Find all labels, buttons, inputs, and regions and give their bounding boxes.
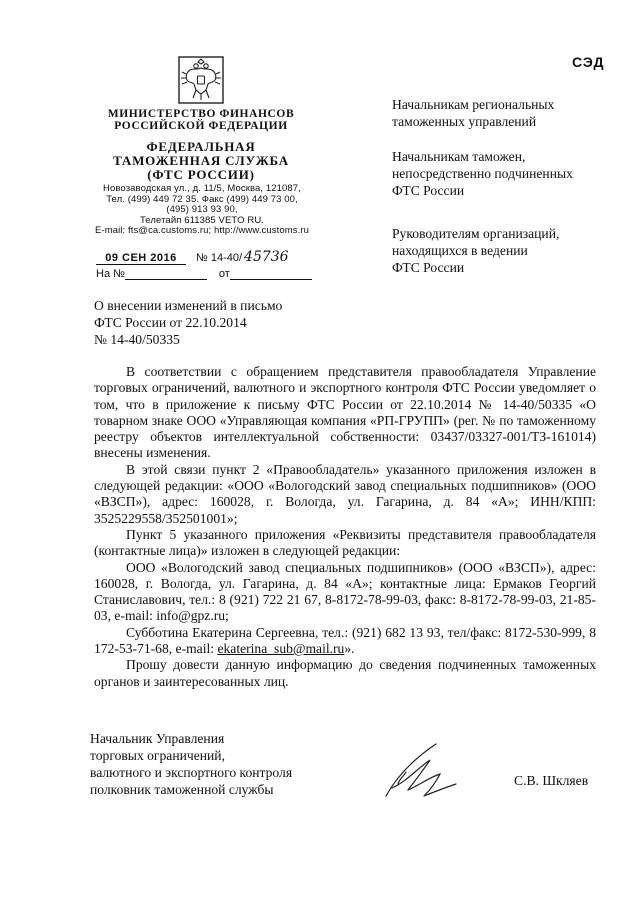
from-blank <box>230 268 312 280</box>
signer-name: С.В. Шкляев <box>514 773 589 788</box>
paragraph-text: ». <box>344 641 355 657</box>
reference-blank <box>125 268 207 280</box>
registration-date: 09 СЕН 2016 <box>96 252 186 265</box>
contact-line: Телетайп 611385 VETO RU. <box>139 214 265 226</box>
body-paragraph <box>94 625 596 658</box>
subject-line: О внесении изменений в письмо <box>94 298 283 313</box>
registration-number-prefix: № 14-40/ <box>196 252 243 264</box>
letter-body <box>94 364 596 690</box>
addressee-line: ФТС России <box>392 183 465 198</box>
signer-title-line: Начальник Управления <box>90 731 225 746</box>
ministry-name <box>96 108 306 132</box>
service-line: (ФТС РОССИИ) <box>147 167 255 182</box>
contact-line: E-mail: fts@ca.customs.ru; http://www.customs.ru <box>95 225 309 237</box>
contact-line: Новозаводская ул., д. 11/5, Москва, 121087, <box>103 183 301 194</box>
email-link[interactable]: ekaterina_sub@mail.ru <box>217 641 345 657</box>
addressee-line: таможенных управлений <box>392 114 537 129</box>
signer-title-line: торговых ограничений, <box>90 748 225 763</box>
from-label: от <box>218 268 230 280</box>
contact-block <box>86 184 318 237</box>
service-name <box>96 140 306 182</box>
addressee-line: ФТС России <box>392 260 465 275</box>
registration-line <box>96 249 289 265</box>
addressee-group <box>392 225 622 276</box>
addressee-line: Начальникам региональных <box>392 97 555 112</box>
body-paragraph: В соответствии с обращением представителя правообладателя Управление торговых ограничений, валютного и экспортного контроля ФТС России уведомляет о том, что в приложение к письму ФТС России от 22.10.2014 № 14-40/50335 «О товарном знаке ООО «Управляющая компания «РП-ГРУПП» (рег. № по таможенному реестру объектов интеллектуальной собственности: 03437/03327-001/ТЗ-161014) внесены изменения. <box>94 364 596 461</box>
addressee-group <box>392 96 622 130</box>
addressee-line: находящихся в ведении <box>392 243 528 258</box>
ministry-line: МИНИСТЕРСТВО ФИНАНСОВ <box>107 108 295 120</box>
signer-title <box>90 730 330 798</box>
service-line: ТАМОЖЕННАЯ СЛУЖБА <box>113 153 289 168</box>
registration-number-handwritten: 45736 <box>244 249 289 265</box>
handwritten-signature <box>378 738 488 802</box>
reference-line <box>96 268 312 280</box>
paragraph-text: Субботина Екатерина Сергеевна, тел.: (921) 682 13 93, тел/факс: 8172-530-999, 8 172-53-71-68, e-mail: <box>94 624 596 657</box>
body-paragraph: Прошу довести данную информацию до сведения подчиненных таможенных органов и заинтересованных лиц. <box>94 657 596 689</box>
addressee-line: Начальникам таможен, <box>392 149 526 164</box>
body-paragraph: В этой связи пункт 2 «Правообладатель» указанного приложения изложен в следующей редакции: «ООО «Вологодский завод специальных подшипников» (ООО «ВЗСП»), адрес: 160028, г. Вологда, ул. Гагарина, д. 84 «А»; ИНН/КПП: 3525229558/352501001»; <box>94 461 596 526</box>
sed-mark: СЭД <box>572 54 605 70</box>
contact-line: (495) 913 93 90, <box>166 204 238 216</box>
coat-of-arms-emblem <box>178 56 224 104</box>
body-paragraph: ООО «Вологодский завод специальных подшипников» (ООО «ВЗСП»), адрес: 160028, г. Вологда, ул. Гагарина, д. 84 «А»; контактные лица: Ермаков Георгий Станиславович, тел.: 8 (921) 722 21 67, 8-8172-78-99-03, факс: 8-8172-78-99-03, 21-85-03, e-mail: info@gpz.ru; <box>94 559 596 624</box>
ministry-line: РОССИЙСКОЙ ФЕДЕРАЦИИ <box>114 120 288 132</box>
contact-line: Тел. (499) 449 72 35. Факс (499) 449 73 00, <box>106 193 298 205</box>
reference-label: На № <box>96 268 125 280</box>
addressee-group <box>392 148 622 199</box>
signer-title-line: валютного и экспортного контроля <box>90 765 293 780</box>
signer-title-line: полковник таможенной службы <box>90 782 274 797</box>
addressee-line: непосредственно подчиненных <box>392 166 573 181</box>
subject-line: № 14-40/50335 <box>94 332 180 347</box>
body-paragraph: Пункт 5 указанного приложения «Реквизиты представителя правообладателя (контактные лица)» изложен в следующей редакции: <box>94 526 596 559</box>
subject-line: ФТС России от 22.10.2014 <box>94 315 247 330</box>
letter-subject <box>94 297 334 348</box>
service-line: ФЕДЕРАЛЬНАЯ <box>146 139 256 154</box>
addressee-line: Руководителям организаций, <box>392 226 560 241</box>
